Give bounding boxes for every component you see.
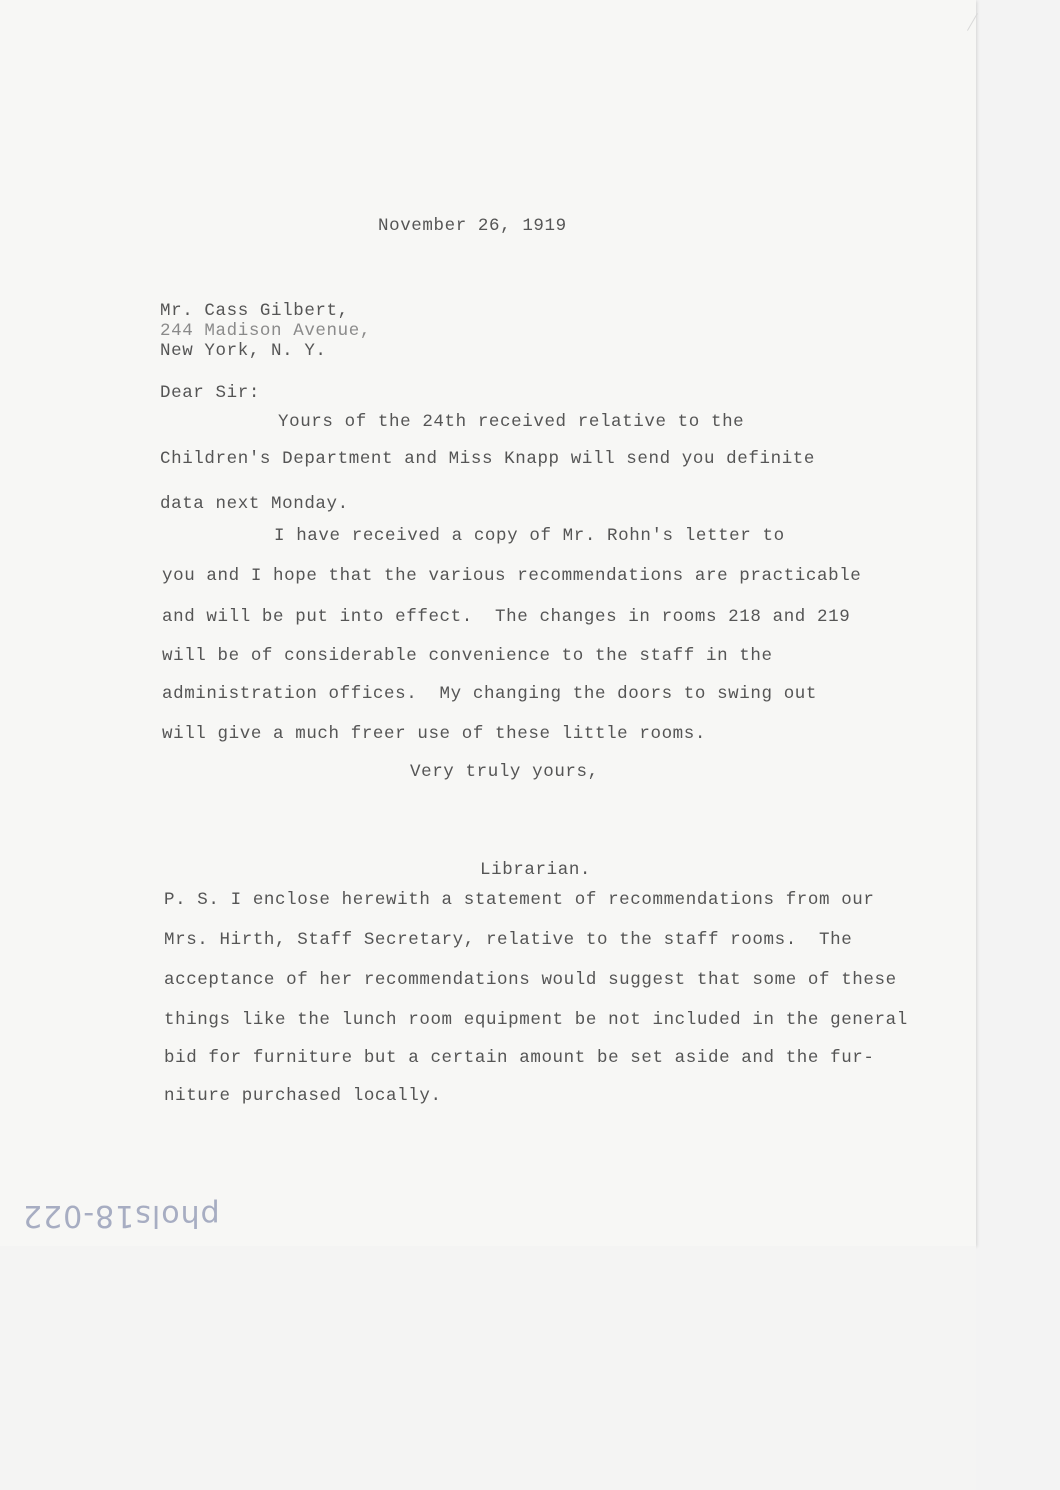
body-line: administration offices. My changing the doors to swing out (162, 684, 818, 704)
postscript-line: bid for furniture but a certain amount be set aside and the fur- (164, 1048, 875, 1068)
signature-title: Librarian. (480, 860, 592, 880)
recipient-name: Mr. Cass Gilbert, (160, 301, 349, 321)
body-line: will be of considerable convenience to the staff in the (162, 646, 773, 666)
background-margin (0, 1246, 976, 1490)
postscript-line: P. S. I enclose herewith a statement of recommendations from our (164, 890, 875, 910)
letter-date: November 26, 1919 (378, 216, 567, 236)
recipient-street: 244 Madison Avenue, (160, 321, 371, 341)
body-line: data next Monday. (160, 494, 349, 514)
body-line: will give a much freer use of these little rooms. (162, 724, 706, 744)
postscript-line: acceptance of her recommendations would suggest that some of these (164, 970, 897, 990)
body-line: and will be put into effect. The changes in rooms 218 and 219 (162, 607, 851, 627)
body-line: Yours of the 24th received relative to the (278, 412, 745, 432)
salutation: Dear Sir: (160, 383, 260, 403)
postscript-line: niture purchased locally. (164, 1086, 442, 1106)
postscript-line: Mrs. Hirth, Staff Secretary, relative to the staff rooms. The (164, 930, 853, 950)
body-line: Children's Department and Miss Knapp will send you definite (160, 449, 816, 469)
closing: Very truly yours, (410, 762, 599, 782)
body-line: you and I hope that the various recommendations are practicable (162, 566, 862, 586)
body-line: I have received a copy of Mr. Rohn's letter to (274, 526, 785, 546)
recipient-city: New York, N. Y. (160, 341, 327, 361)
archive-pencil-mark: phols18-022 (22, 1198, 220, 1233)
postscript-line: things like the lunch room equipment be not included in the general (164, 1010, 908, 1030)
